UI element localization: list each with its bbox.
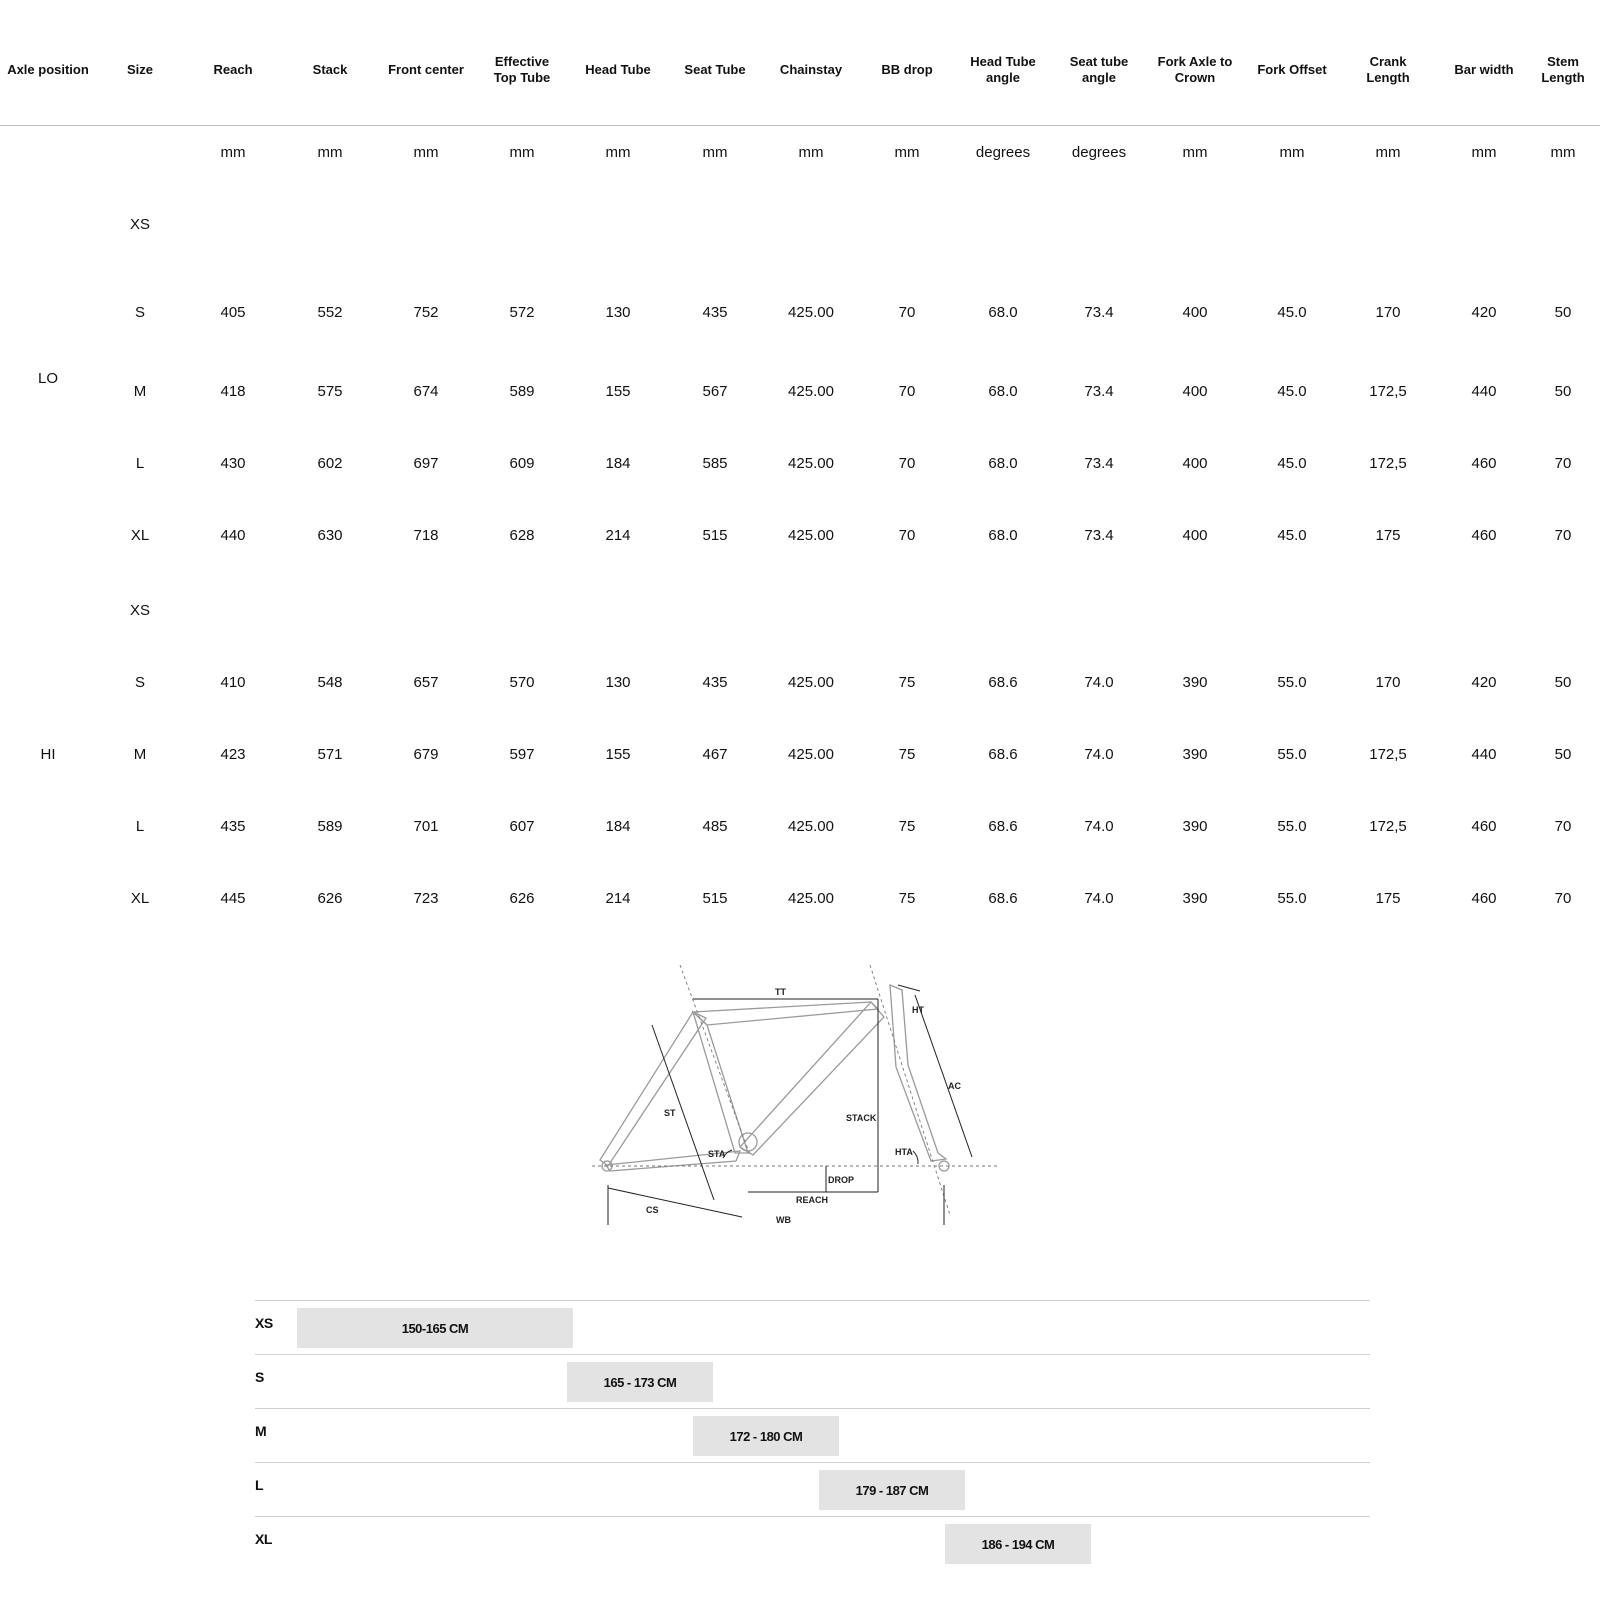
value-cell-chainstay: 425.00 xyxy=(788,674,834,691)
value-cell-bb-drop: 75 xyxy=(898,890,916,907)
column-header-stem: Stem Length xyxy=(1541,54,1585,85)
size-chart-size-label: M xyxy=(255,1423,267,1439)
value-cell-front-center: 674 xyxy=(413,383,439,400)
value-cell-stack: 630 xyxy=(317,527,343,544)
drop-label: DROP xyxy=(828,1175,855,1185)
value-cell-stem: 50 xyxy=(1554,304,1572,321)
size-cell: L xyxy=(135,455,145,472)
value-cell-fork-offset: 45.0 xyxy=(1277,304,1307,321)
size-chart-row xyxy=(255,1462,1370,1517)
frame-geometry-diagram xyxy=(590,945,1030,1225)
column-header-chainstay: Chainstay xyxy=(779,62,843,77)
value-cell-ett: 626 xyxy=(509,890,535,907)
size-chart-size-label: S xyxy=(255,1369,264,1385)
size-chart-height-bar: 165 - 173 CM xyxy=(567,1362,713,1402)
unit-stack: mm xyxy=(317,144,343,161)
value-cell-reach: 445 xyxy=(220,890,246,907)
hta-label: HTA xyxy=(895,1147,913,1157)
value-cell-stack: 571 xyxy=(317,746,343,763)
size-chart-row xyxy=(255,1354,1370,1409)
value-cell-hta: 68.0 xyxy=(988,383,1018,400)
value-cell-chainstay: 425.00 xyxy=(788,455,834,472)
value-cell-seat-tube: 435 xyxy=(702,304,728,321)
table-row xyxy=(0,817,1600,837)
value-cell-front-center: 701 xyxy=(413,818,439,835)
value-cell-fork-offset: 55.0 xyxy=(1277,746,1307,763)
value-cell-fork-a2c: 390 xyxy=(1182,890,1208,907)
unit-chainstay: mm xyxy=(798,144,824,161)
unit-fork-offset: mm xyxy=(1279,144,1305,161)
size-chart-size-label: XS xyxy=(255,1315,273,1331)
cs-label: CS xyxy=(646,1205,659,1215)
value-cell-hta: 68.6 xyxy=(988,746,1018,763)
value-cell-front-center: 718 xyxy=(413,527,439,544)
size-cell: XS xyxy=(129,216,151,233)
header-divider xyxy=(0,125,1600,126)
value-cell-seat-tube: 435 xyxy=(702,674,728,691)
axle-position-label: LO xyxy=(37,370,59,387)
value-cell-fork-offset: 45.0 xyxy=(1277,383,1307,400)
column-header-size: Size xyxy=(126,62,154,77)
value-cell-bb-drop: 70 xyxy=(898,383,916,400)
size-chart-height-bar: 150-165 CM xyxy=(297,1308,573,1348)
value-cell-reach: 435 xyxy=(220,818,246,835)
column-header-bb-drop: BB drop xyxy=(881,62,933,77)
value-cell-ett: 607 xyxy=(509,818,535,835)
table-row xyxy=(0,745,1600,765)
column-header-crank: Crank Length xyxy=(1366,54,1410,85)
value-cell-head-tube: 130 xyxy=(605,304,631,321)
value-cell-ett: 589 xyxy=(509,383,535,400)
unit-sta: degrees xyxy=(1071,144,1127,161)
value-cell-fork-offset: 55.0 xyxy=(1277,674,1307,691)
table-row xyxy=(0,382,1600,402)
value-cell-stack: 552 xyxy=(317,304,343,321)
bottom-bracket-shape xyxy=(739,1133,757,1151)
value-cell-front-center: 679 xyxy=(413,746,439,763)
value-cell-bar: 440 xyxy=(1471,383,1497,400)
column-header-seat-tube: Seat Tube xyxy=(684,62,746,77)
value-cell-crank: 172,5 xyxy=(1369,818,1407,835)
size-chart-height-bar: 172 - 180 CM xyxy=(693,1416,839,1456)
value-cell-reach: 405 xyxy=(220,304,246,321)
value-cell-seat-tube: 585 xyxy=(702,455,728,472)
value-cell-stack: 602 xyxy=(317,455,343,472)
unit-seat-tube: mm xyxy=(702,144,728,161)
value-cell-bar: 420 xyxy=(1471,674,1497,691)
value-cell-sta: 73.4 xyxy=(1084,455,1114,472)
value-cell-head-tube: 155 xyxy=(605,746,631,763)
column-header-reach: Reach xyxy=(213,62,253,77)
ac-label: AC xyxy=(948,1081,961,1091)
value-cell-ett: 597 xyxy=(509,746,535,763)
unit-front-center: mm xyxy=(413,144,439,161)
table-row xyxy=(0,215,1600,235)
value-cell-fork-a2c: 400 xyxy=(1182,527,1208,544)
column-header-fork-offset: Fork Offset xyxy=(1257,62,1327,77)
value-cell-fork-a2c: 390 xyxy=(1182,674,1208,691)
value-cell-fork-offset: 45.0 xyxy=(1277,455,1307,472)
value-cell-bb-drop: 75 xyxy=(898,818,916,835)
value-cell-head-tube: 214 xyxy=(605,890,631,907)
value-cell-head-tube: 184 xyxy=(605,818,631,835)
column-header-front-center: Front center xyxy=(388,62,464,77)
value-cell-hta: 68.6 xyxy=(988,818,1018,835)
column-header-stack: Stack xyxy=(312,62,348,77)
size-cell: S xyxy=(134,674,146,691)
column-header-ett: Effective Top Tube xyxy=(493,54,551,85)
value-cell-head-tube: 214 xyxy=(605,527,631,544)
st-label: ST xyxy=(664,1108,676,1118)
value-cell-hta: 68.6 xyxy=(988,890,1018,907)
value-cell-fork-offset: 55.0 xyxy=(1277,890,1307,907)
value-cell-bar: 460 xyxy=(1471,455,1497,472)
size-cell: L xyxy=(135,818,145,835)
value-cell-bar: 460 xyxy=(1471,890,1497,907)
unit-reach: mm xyxy=(220,144,246,161)
unit-bb-drop: mm xyxy=(894,144,920,161)
size-cell: M xyxy=(133,746,147,763)
table-header-row xyxy=(0,40,1600,100)
table-row xyxy=(0,526,1600,546)
ht-label: HT xyxy=(912,1005,924,1015)
value-cell-front-center: 752 xyxy=(413,304,439,321)
value-cell-head-tube: 130 xyxy=(605,674,631,691)
value-cell-sta: 74.0 xyxy=(1084,746,1114,763)
down-tube-shape xyxy=(740,1002,884,1155)
value-cell-fork-a2c: 400 xyxy=(1182,455,1208,472)
size-chart-height-bar: 179 - 187 CM xyxy=(819,1470,965,1510)
size-cell: M xyxy=(133,383,147,400)
value-cell-seat-tube: 567 xyxy=(702,383,728,400)
size-cell: XL xyxy=(130,890,150,907)
value-cell-bar: 460 xyxy=(1471,818,1497,835)
unit-head-tube: mm xyxy=(605,144,631,161)
value-cell-ett: 572 xyxy=(509,304,535,321)
stack-label: STACK xyxy=(846,1113,877,1123)
value-cell-stem: 70 xyxy=(1554,455,1572,472)
size-cell: XS xyxy=(129,602,151,619)
value-cell-ett: 609 xyxy=(509,455,535,472)
value-cell-bb-drop: 75 xyxy=(898,674,916,691)
value-cell-sta: 73.4 xyxy=(1084,304,1114,321)
value-cell-ett: 570 xyxy=(509,674,535,691)
column-header-axle: Axle position xyxy=(7,62,89,77)
value-cell-fork-a2c: 390 xyxy=(1182,746,1208,763)
value-cell-fork-offset: 45.0 xyxy=(1277,527,1307,544)
frame-diagram-svg xyxy=(590,945,1030,1225)
table-row xyxy=(0,303,1600,323)
value-cell-bb-drop: 70 xyxy=(898,527,916,544)
value-cell-crank: 170 xyxy=(1375,674,1401,691)
steering-axis-line xyxy=(870,965,950,1215)
value-cell-seat-tube: 515 xyxy=(702,527,728,544)
size-chart-row xyxy=(255,1516,1370,1571)
value-cell-chainstay: 425.00 xyxy=(788,890,834,907)
value-cell-fork-offset: 55.0 xyxy=(1277,818,1307,835)
reach-label: REACH xyxy=(796,1195,829,1205)
unit-ett: mm xyxy=(509,144,535,161)
value-cell-chainstay: 425.00 xyxy=(788,818,834,835)
rider-height-size-chart xyxy=(255,1300,1370,1570)
value-cell-front-center: 697 xyxy=(413,455,439,472)
value-cell-front-center: 657 xyxy=(413,674,439,691)
size-cell: S xyxy=(134,304,146,321)
value-cell-seat-tube: 467 xyxy=(702,746,728,763)
value-cell-stack: 626 xyxy=(317,890,343,907)
column-header-sta: Seat tube angle xyxy=(1069,54,1129,85)
value-cell-seat-tube: 515 xyxy=(702,890,728,907)
value-cell-reach: 418 xyxy=(220,383,246,400)
value-cell-hta: 68.6 xyxy=(988,674,1018,691)
cs-dimension-line xyxy=(608,1188,742,1217)
table-row xyxy=(0,889,1600,909)
value-cell-head-tube: 184 xyxy=(605,455,631,472)
value-cell-ett: 628 xyxy=(509,527,535,544)
value-cell-hta: 68.0 xyxy=(988,527,1018,544)
unit-bar: mm xyxy=(1471,144,1497,161)
value-cell-reach: 430 xyxy=(220,455,246,472)
column-header-bar: Bar width xyxy=(1454,62,1514,77)
value-cell-reach: 440 xyxy=(220,527,246,544)
size-cell: XL xyxy=(130,527,150,544)
value-cell-bar: 420 xyxy=(1471,304,1497,321)
value-cell-fork-a2c: 400 xyxy=(1182,383,1208,400)
hta-angle-arc xyxy=(913,1151,918,1164)
size-chart-size-label: XL xyxy=(255,1531,272,1547)
column-header-fork-a2c: Fork Axle to Crown xyxy=(1157,54,1233,85)
value-cell-crank: 172,5 xyxy=(1369,383,1407,400)
value-cell-hta: 68.0 xyxy=(988,455,1018,472)
unit-stem: mm xyxy=(1550,144,1576,161)
value-cell-fork-a2c: 400 xyxy=(1182,304,1208,321)
units-row xyxy=(0,143,1600,163)
value-cell-crank: 172,5 xyxy=(1369,746,1407,763)
value-cell-stem: 50 xyxy=(1554,746,1572,763)
value-cell-chainstay: 425.00 xyxy=(788,746,834,763)
value-cell-chainstay: 425.00 xyxy=(788,383,834,400)
value-cell-sta: 74.0 xyxy=(1084,674,1114,691)
value-cell-stack: 575 xyxy=(317,383,343,400)
column-header-head-tube: Head Tube xyxy=(585,62,651,77)
value-cell-bb-drop: 70 xyxy=(898,455,916,472)
value-cell-sta: 74.0 xyxy=(1084,818,1114,835)
sta-label: STA xyxy=(708,1149,726,1159)
axle-position-label: HI xyxy=(40,746,56,763)
value-cell-head-tube: 155 xyxy=(605,383,631,400)
value-cell-reach: 423 xyxy=(220,746,246,763)
value-cell-chainstay: 425.00 xyxy=(788,304,834,321)
value-cell-stem: 70 xyxy=(1554,818,1572,835)
table-row xyxy=(0,673,1600,693)
top-tube-shape xyxy=(693,1002,878,1025)
table-row xyxy=(0,601,1600,621)
unit-fork-a2c: mm xyxy=(1182,144,1208,161)
unit-hta: degrees xyxy=(975,144,1031,161)
value-cell-sta: 73.4 xyxy=(1084,383,1114,400)
column-header-hta: Head Tube angle xyxy=(970,54,1036,85)
value-cell-fork-a2c: 390 xyxy=(1182,818,1208,835)
tt-label: TT xyxy=(775,987,786,997)
size-chart-size-label: L xyxy=(255,1477,264,1493)
value-cell-chainstay: 425.00 xyxy=(788,527,834,544)
value-cell-crank: 170 xyxy=(1375,304,1401,321)
value-cell-crank: 172,5 xyxy=(1369,455,1407,472)
value-cell-sta: 73.4 xyxy=(1084,527,1114,544)
size-chart-row xyxy=(255,1408,1370,1463)
value-cell-bar: 440 xyxy=(1471,746,1497,763)
value-cell-crank: 175 xyxy=(1375,890,1401,907)
table-row xyxy=(0,454,1600,474)
value-cell-stack: 589 xyxy=(317,818,343,835)
value-cell-bb-drop: 75 xyxy=(898,746,916,763)
value-cell-bb-drop: 70 xyxy=(898,304,916,321)
value-cell-stem: 70 xyxy=(1554,890,1572,907)
size-chart-row xyxy=(255,1300,1370,1355)
value-cell-front-center: 723 xyxy=(413,890,439,907)
value-cell-stem: 50 xyxy=(1554,383,1572,400)
seat-stay-shape xyxy=(600,1012,706,1166)
value-cell-seat-tube: 485 xyxy=(702,818,728,835)
value-cell-stack: 548 xyxy=(317,674,343,691)
value-cell-hta: 68.0 xyxy=(988,304,1018,321)
value-cell-crank: 175 xyxy=(1375,527,1401,544)
value-cell-stem: 50 xyxy=(1554,674,1572,691)
size-chart-height-bar: 186 - 194 CM xyxy=(945,1524,1091,1564)
seat-tube-shape xyxy=(693,1012,748,1153)
value-cell-stem: 70 xyxy=(1554,527,1572,544)
value-cell-reach: 410 xyxy=(220,674,246,691)
value-cell-bar: 460 xyxy=(1471,527,1497,544)
unit-crank: mm xyxy=(1375,144,1401,161)
wb-label: WB xyxy=(776,1215,791,1225)
value-cell-sta: 74.0 xyxy=(1084,890,1114,907)
